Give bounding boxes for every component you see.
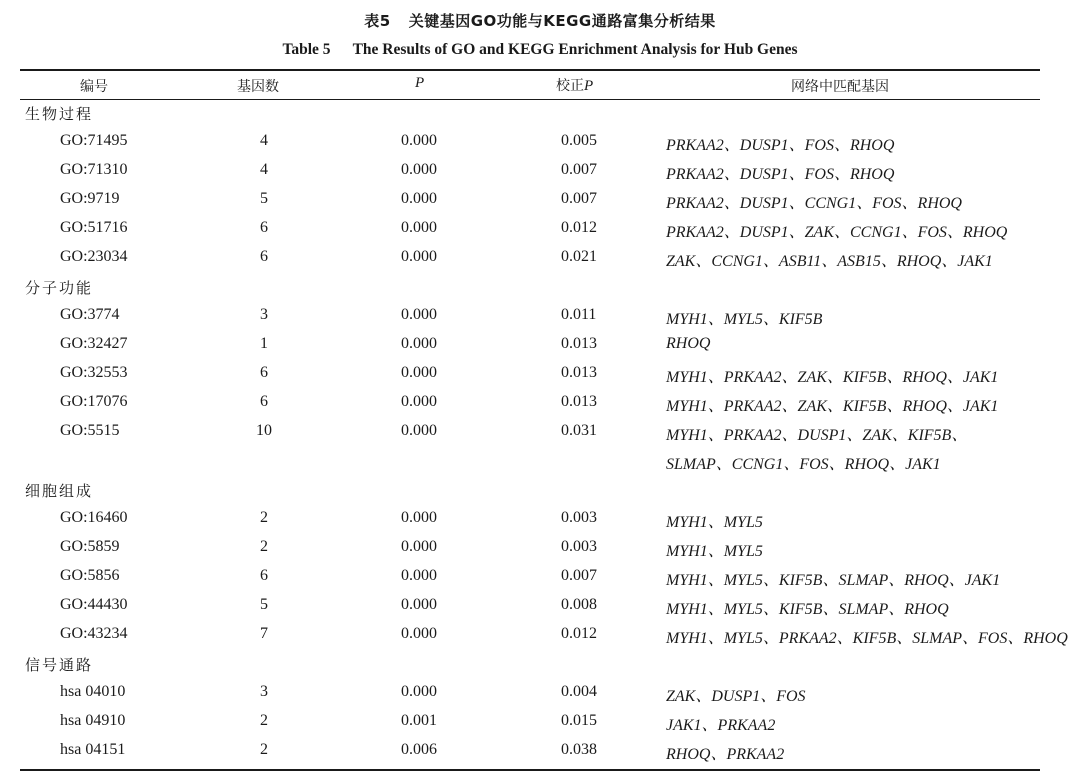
- header-p: P: [415, 75, 425, 91]
- table-title-en: The Results of GO and KEGG Enrichment Analysis for Hub Genes: [352, 41, 798, 58]
- table-row: [0, 161, 1080, 190]
- table-row: [0, 219, 1080, 248]
- p-value: 0.006: [401, 741, 437, 758]
- gene-count: 10: [256, 422, 272, 439]
- matched-genes: MYH1、MYL5: [666, 543, 763, 560]
- gene-count: 4: [260, 132, 268, 149]
- table-row: [0, 393, 1080, 422]
- term-id: GO:3774: [60, 306, 120, 323]
- adjusted-p-value: 0.031: [561, 422, 597, 439]
- table-row: [0, 306, 1080, 335]
- adjusted-p-value: 0.003: [561, 538, 597, 555]
- term-id: GO:44430: [60, 596, 128, 613]
- matched-genes: MYH1、PRKAA2、ZAK、KIF5B、RHOQ、JAK1: [666, 369, 999, 386]
- p-value: 0.000: [401, 393, 437, 410]
- header-id: 编号: [80, 79, 108, 95]
- term-id: GO:51716: [60, 219, 128, 236]
- header-adjusted-p: [556, 75, 593, 95]
- matched-genes: PRKAA2、DUSP1、FOS、RHOQ: [666, 137, 895, 154]
- table-row: [0, 422, 1080, 451]
- p-value: 0.000: [401, 161, 437, 178]
- matched-genes: PRKAA2、DUSP1、ZAK、CCNG1、FOS、RHOQ: [666, 224, 1008, 241]
- matched-genes: MYH1、MYL5、KIF5B、SLMAP、RHOQ、JAK1: [666, 572, 1001, 589]
- adjusted-p-value: 0.012: [561, 625, 597, 642]
- term-id: GO:71310: [60, 161, 128, 178]
- table-row: [0, 538, 1080, 567]
- term-id: hsa 04151: [60, 741, 126, 758]
- gene-count: 3: [260, 683, 268, 700]
- table-caption-english: [0, 41, 1080, 59]
- table-number-cn: 表5: [364, 12, 391, 30]
- matched-genes: PRKAA2、DUSP1、CCNG1、FOS、RHOQ: [666, 195, 962, 212]
- adjusted-p-value: 0.004: [561, 683, 597, 700]
- adjusted-p-value: 0.007: [561, 161, 597, 178]
- header-adjusted-prefix: 校正: [556, 78, 584, 94]
- table-row: [0, 625, 1080, 654]
- gene-count: 5: [260, 596, 268, 613]
- table-row: [0, 741, 1080, 770]
- gene-count: 6: [260, 219, 268, 236]
- matched-genes: ZAK、DUSP1、FOS: [666, 688, 806, 705]
- table-row: [0, 364, 1080, 393]
- table-row: [0, 712, 1080, 741]
- category-title: 细胞组成: [25, 482, 94, 500]
- p-value: 0.000: [401, 509, 437, 526]
- gene-count: 2: [260, 712, 268, 729]
- matched-genes: JAK1、PRKAA2: [666, 717, 776, 734]
- category-row: [0, 277, 1080, 306]
- header-genes: 网络中匹配基因: [791, 79, 889, 95]
- p-value: 0.000: [401, 132, 437, 149]
- p-value: 0.000: [401, 248, 437, 265]
- table-row: [0, 567, 1080, 596]
- matched-genes: MYH1、PRKAA2、DUSP1、ZAK、KIF5B、: [666, 427, 968, 444]
- matched-genes: MYH1、MYL5: [666, 514, 763, 531]
- category-title: 生物过程: [25, 105, 94, 123]
- adjusted-p-value: 0.008: [561, 596, 597, 613]
- matched-genes: PRKAA2、DUSP1、FOS、RHOQ: [666, 166, 895, 183]
- term-id: GO:17076: [60, 393, 128, 410]
- bottom-rule: [20, 769, 1040, 771]
- gene-count: 6: [260, 393, 268, 410]
- p-value: 0.001: [401, 712, 437, 729]
- gene-count: 2: [260, 741, 268, 758]
- gene-count: 6: [260, 364, 268, 381]
- gene-count: 1: [260, 335, 268, 352]
- table-title-cn: 关键基因GO功能与KEGG通路富集分析结果: [408, 12, 716, 30]
- term-id: GO:5859: [60, 538, 120, 555]
- table-row: [0, 248, 1080, 277]
- matched-genes: MYH1、MYL5、PRKAA2、KIF5B、SLMAP、FOS、RHOQ: [666, 630, 1068, 647]
- gene-count: 7: [260, 625, 268, 642]
- gene-count: 2: [260, 538, 268, 555]
- matched-genes: MYH1、PRKAA2、ZAK、KIF5B、RHOQ、JAK1: [666, 398, 999, 415]
- adjusted-p-value: 0.013: [561, 393, 597, 410]
- category-title: 分子功能: [25, 279, 94, 297]
- adjusted-p-value: 0.038: [561, 741, 597, 758]
- term-id: GO:9719: [60, 190, 120, 207]
- gene-count: 5: [260, 190, 268, 207]
- matched-genes: ZAK、CCNG1、ASB11、ASB15、RHOQ、JAK1: [666, 253, 993, 270]
- gene-count: 3: [260, 306, 268, 323]
- category-row: [0, 103, 1080, 132]
- matched-genes: MYH1、MYL5、KIF5B、SLMAP、RHOQ: [666, 601, 949, 618]
- adjusted-p-value: 0.005: [561, 132, 597, 149]
- adjusted-p-value: 0.011: [561, 306, 597, 323]
- p-value: 0.000: [401, 190, 437, 207]
- term-id: GO:16460: [60, 509, 128, 526]
- term-id: hsa 04910: [60, 712, 126, 729]
- gene-count: 2: [260, 509, 268, 526]
- p-value: 0.000: [401, 306, 437, 323]
- header-count: 基因数: [237, 79, 279, 95]
- adjusted-p-value: 0.007: [561, 190, 597, 207]
- p-value: 0.000: [401, 596, 437, 613]
- p-value: 0.000: [401, 219, 437, 236]
- table-row: [0, 335, 1080, 364]
- p-value: 0.000: [401, 683, 437, 700]
- p-value: 0.000: [401, 422, 437, 439]
- term-id: GO:43234: [60, 625, 128, 642]
- adjusted-p-value: 0.013: [561, 364, 597, 381]
- adjusted-p-value: 0.013: [561, 335, 597, 352]
- category-row: [0, 654, 1080, 683]
- p-value: 0.000: [401, 567, 437, 584]
- table-row: [0, 190, 1080, 219]
- term-id: GO:32427: [60, 335, 128, 352]
- matched-genes: RHOQ、PRKAA2: [666, 746, 785, 763]
- gene-count: 6: [260, 248, 268, 265]
- term-id: GO:71495: [60, 132, 128, 149]
- gene-count: 4: [260, 161, 268, 178]
- table-row: [0, 596, 1080, 625]
- term-id: GO:23034: [60, 248, 128, 265]
- term-id: GO:5856: [60, 567, 120, 584]
- p-value: 0.000: [401, 538, 437, 555]
- table-row-continuation: [0, 451, 1080, 480]
- table-row: [0, 683, 1080, 712]
- category-row: [0, 480, 1080, 509]
- p-value: 0.000: [401, 625, 437, 642]
- category-title: 信号通路: [25, 656, 94, 674]
- top-rule: [20, 69, 1040, 71]
- matched-genes: RHOQ: [666, 335, 711, 352]
- header-rule: [20, 99, 1040, 100]
- gene-count: 6: [260, 567, 268, 584]
- adjusted-p-value: 0.012: [561, 219, 597, 236]
- header-adjusted-p-letter: P: [584, 78, 594, 94]
- p-value: 0.000: [401, 364, 437, 381]
- table-row: [0, 132, 1080, 161]
- adjusted-p-value: 0.021: [561, 248, 597, 265]
- term-id: GO:32553: [60, 364, 128, 381]
- matched-genes-continued: SLMAP、CCNG1、FOS、RHOQ、JAK1: [666, 456, 941, 473]
- table-row: [0, 509, 1080, 538]
- p-value: 0.000: [401, 335, 437, 352]
- table-number-en: Table 5: [282, 41, 331, 58]
- term-id: GO:5515: [60, 422, 120, 439]
- adjusted-p-value: 0.015: [561, 712, 597, 729]
- term-id: hsa 04010: [60, 683, 126, 700]
- adjusted-p-value: 0.007: [561, 567, 597, 584]
- matched-genes: MYH1、MYL5、KIF5B: [666, 311, 823, 328]
- adjusted-p-value: 0.003: [561, 509, 597, 526]
- table-caption-chinese: [0, 10, 1080, 31]
